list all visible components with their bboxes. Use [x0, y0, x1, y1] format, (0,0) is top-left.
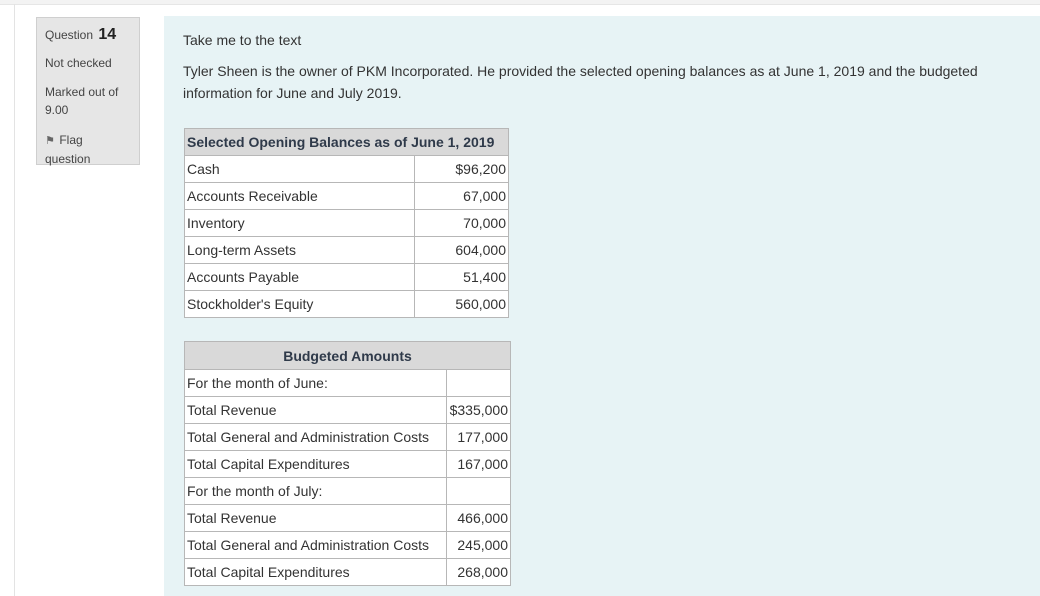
question-grade	[45, 83, 131, 119]
row-label: Cash	[185, 156, 415, 183]
question-label: Question	[45, 28, 94, 42]
table-row	[185, 478, 511, 505]
row-value: 604,000	[415, 237, 509, 264]
flag-label: Flag	[59, 133, 83, 147]
row-label: Total Revenue	[185, 505, 447, 532]
table-row	[185, 264, 509, 291]
opening-balances-table	[184, 128, 509, 318]
budgeted-amounts-table	[184, 341, 511, 586]
question-info-panel	[36, 17, 140, 165]
table-row	[185, 291, 509, 318]
table-row	[185, 559, 511, 586]
grade-label: Marked out of	[45, 85, 119, 99]
row-label: Inventory	[185, 210, 415, 237]
row-label: Accounts Payable	[185, 264, 415, 291]
row-value: $335,000	[447, 397, 511, 424]
flag-icon: ⚑	[45, 135, 55, 147]
row-label: For the month of June:	[185, 370, 447, 397]
row-label: Total Revenue	[185, 397, 447, 424]
row-value: 167,000	[447, 451, 511, 478]
skip-to-text-link[interactable]: Take me to the text	[183, 32, 302, 48]
table-row	[185, 156, 509, 183]
question-number: 14	[98, 26, 117, 43]
row-value: 177,000	[447, 424, 511, 451]
page-top-strip	[0, 0, 1040, 5]
row-label: Total Capital Expenditures	[185, 451, 447, 478]
table-row	[185, 505, 511, 532]
table-row	[185, 370, 511, 397]
left-divider	[14, 4, 15, 596]
row-value: 560,000	[415, 291, 509, 318]
question-content	[164, 16, 1040, 596]
table-row	[185, 424, 511, 451]
row-value: 466,000	[447, 505, 511, 532]
flag-question-button[interactable]	[45, 131, 131, 168]
flag-label-2: question	[45, 152, 91, 166]
table-row	[185, 451, 511, 478]
row-value	[447, 478, 511, 505]
table-row	[185, 397, 511, 424]
row-value	[447, 370, 511, 397]
row-label: Total General and Administration Costs	[185, 532, 447, 559]
row-value: 51,400	[415, 264, 509, 291]
table-row	[185, 237, 509, 264]
opening-balances-title: Selected Opening Balances as of June 1, 2019	[185, 129, 509, 156]
table-row	[185, 532, 511, 559]
row-label: Total Capital Expenditures	[185, 559, 447, 586]
row-value: 67,000	[415, 183, 509, 210]
table-row	[185, 210, 509, 237]
row-value: $96,200	[415, 156, 509, 183]
row-value: 70,000	[415, 210, 509, 237]
row-label: Long-term Assets	[185, 237, 415, 264]
row-label: For the month of July:	[185, 478, 447, 505]
row-label: Accounts Receivable	[185, 183, 415, 210]
question-heading	[45, 26, 131, 44]
table-row	[185, 183, 509, 210]
question-intro-text: Tyler Sheen is the owner of PKM Incorporated. He provided the selected opening balances as at June 1, 2019 and the budgeted information for June and July 2019.	[183, 63, 978, 101]
question-state: Not checked	[45, 56, 112, 70]
row-label: Stockholder's Equity	[185, 291, 415, 318]
grade-value: 9.00	[45, 103, 69, 117]
budgeted-amounts-title: Budgeted Amounts	[185, 342, 511, 370]
row-value: 245,000	[447, 532, 511, 559]
row-label: Total General and Administration Costs	[185, 424, 447, 451]
row-value: 268,000	[447, 559, 511, 586]
